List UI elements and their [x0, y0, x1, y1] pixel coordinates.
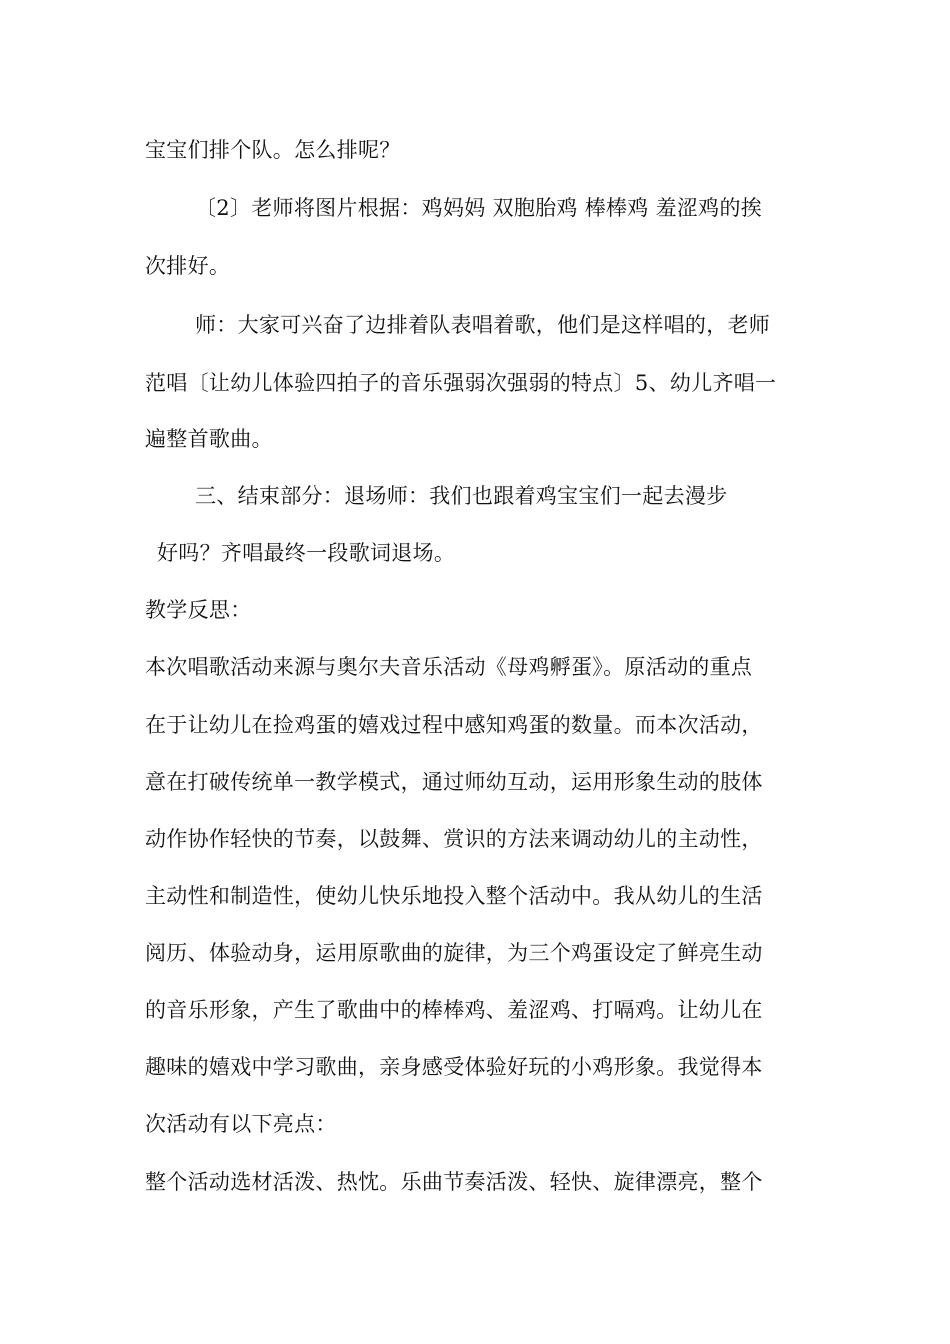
reflection-heading: 教学反思： [145, 598, 252, 622]
paragraph-line: 本次唱歌活动来源与奥尔夫音乐活动《母鸡孵蛋》。原活动的重点 [145, 655, 753, 679]
paragraph-line: 〔2〕老师将图片根据：鸡妈妈 双胞胎鸡 棒棒鸡 羞涩鸡的挨 [195, 196, 763, 220]
paragraph-line: 阅历、体验动身，运用原歌曲的旋律，为三个鸡蛋设定了鲜亮生动 [145, 941, 763, 965]
paragraph-line: 趣味的嬉戏中学习歌曲，亲身感受体验好玩的小鸡形象。我觉得本 [145, 1055, 763, 1079]
paragraph-line: 主动性和制造性，使幼儿快乐地投入整个活动中。我从幼儿的生活 [145, 884, 763, 908]
paragraph-line: 的音乐形象，产生了歌曲中的棒棒鸡、羞涩鸡、打嗝鸡。让幼儿在 [145, 998, 763, 1022]
paragraph-line: 遍整首歌曲。 [145, 427, 273, 451]
paragraph-line: 师：大家可兴奋了边排着队表唱着歌，他们是这样唱的，老师 [195, 313, 771, 337]
paragraph-line: 次活动有以下亮点： [145, 1112, 337, 1136]
paragraph-line: 范唱〔让幼儿体验四拍子的音乐强弱次强弱的特点〕5、幼儿齐唱一 [145, 371, 777, 395]
paragraph-line: 意在打破传统单一教学模式，通过师幼互动，运用形象生动的肢体 [145, 770, 763, 794]
paragraph-line: 整个活动选材活泼、热忱。乐曲节奏活泼、轻快、旋律漂亮，整个 [145, 1170, 763, 1194]
paragraph-line: 动作协作轻快的节奏，以鼓舞、赏识的方法来调动幼儿的主动性， [145, 827, 763, 851]
paragraph-line: 次排好。 [145, 254, 231, 278]
section-heading-line: 三、结束部分：退场师：我们也跟着鸡宝宝们一起去漫步 [195, 484, 728, 508]
paragraph-line: 宝宝们排个队。怎么排呢？ [145, 138, 401, 162]
paragraph-line: 好吗？齐唱最终一段歌词退场。 [157, 541, 456, 565]
paragraph-line: 在于让幼儿在捡鸡蛋的嬉戏过程中感知鸡蛋的数量。而本次活动， [145, 713, 763, 737]
